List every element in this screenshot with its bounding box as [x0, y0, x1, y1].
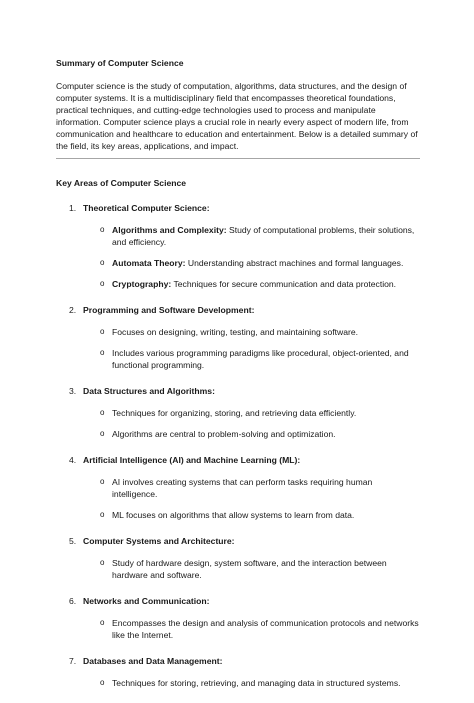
document-body: [56, 57, 420, 703]
area-item: [56, 595, 420, 641]
bullet-icon: o: [100, 477, 105, 486]
bullet-icon: o: [100, 429, 105, 438]
intro-paragraph: Computer science is the study of computation, algorithms, data structures, and the design of computer systems. It is a multidisciplinary field that encompasses theoretical foundations, practical techniques, and cutting-edge technologies used to process and manipulate information. Computer science plays a crucial role in nearly every aspect of modern life, from communication and healthcare to education and entertainment. Below is a detailed summary of the field, its key areas, applications, and impact.: [56, 81, 418, 151]
bullet-icon: o: [100, 510, 105, 519]
sub-item: [83, 509, 420, 521]
bullet-icon: o: [100, 618, 105, 627]
sub-item-text: Focuses on designing, writing, testing, and maintaining software.: [112, 327, 359, 337]
sub-item-text: Study of hardware design, system software, and the interaction between hardware and software.: [112, 558, 387, 580]
sub-item: [83, 677, 420, 689]
sub-item-text: Techniques for organizing, storing, and retrieving data efficiently.: [112, 408, 357, 418]
horizontal-rule: [56, 158, 420, 159]
area-item: [56, 454, 420, 521]
area-number: 3.: [69, 386, 77, 396]
sub-item-text: ML focuses on algorithms that allow systems to learn from data.: [112, 510, 355, 520]
area-item: [56, 655, 420, 689]
bullet-icon: o: [100, 279, 105, 288]
sub-item-list: [83, 677, 420, 689]
sub-item: [83, 557, 420, 581]
area-item: [56, 385, 420, 440]
key-areas-list: [56, 202, 420, 689]
sub-item-text: Understanding abstract machines and formal languages.: [185, 258, 404, 268]
sub-item: [83, 224, 420, 248]
area-number: 6.: [69, 596, 77, 606]
area-title: Artificial Intelligence (AI) and Machine Learning (ML):: [83, 455, 301, 465]
area-title: Programming and Software Development:: [83, 305, 255, 315]
area-number: 5.: [69, 536, 77, 546]
area-item: [56, 202, 420, 290]
sub-item-list: [83, 407, 420, 440]
sub-item-text: Includes various programming paradigms like procedural, object-oriented, and functional programming.: [112, 348, 409, 370]
area-title: Computer Systems and Architecture:: [83, 536, 235, 546]
bullet-icon: o: [100, 558, 105, 567]
sub-item: [83, 257, 420, 269]
bullet-icon: o: [100, 408, 105, 417]
sub-item-text: Study of computational problems, their solutions, and efficiency.: [112, 225, 415, 247]
sub-item-term: Automata Theory:: [112, 258, 186, 268]
bullet-icon: o: [100, 678, 105, 687]
sub-item: [83, 278, 420, 290]
area-item: [56, 304, 420, 371]
sub-item: [83, 428, 420, 440]
area-title: Theoretical Computer Science:: [83, 203, 210, 213]
area-number: 2.: [69, 305, 77, 315]
sub-item-text: Techniques for storing, retrieving, and managing data in structured systems.: [112, 678, 401, 688]
bullet-icon: o: [100, 258, 105, 267]
area-title: Databases and Data Management:: [83, 656, 223, 666]
sub-item: [83, 407, 420, 419]
sub-item-list: [83, 557, 420, 581]
sub-item: [83, 326, 420, 338]
sub-item-term: Cryptography:: [112, 279, 172, 289]
bullet-icon: o: [100, 225, 105, 234]
sub-item-text: Algorithms are central to problem-solving and optimization.: [112, 429, 336, 439]
sub-item-text: Techniques for secure communication and data protection.: [171, 279, 397, 289]
sub-item-term: Algorithms and Complexity:: [112, 225, 227, 235]
sub-item-text: AI involves creating systems that can perform tasks requiring human intelligence.: [112, 477, 373, 499]
sub-item-list: [83, 326, 420, 371]
sub-item-list: [83, 617, 420, 641]
area-number: 7.: [69, 656, 77, 666]
sub-item-text: Encompasses the design and analysis of communication protocols and networks like the Internet.: [112, 618, 419, 640]
bullet-icon: o: [100, 348, 105, 357]
sub-item: [83, 617, 420, 641]
section-title: Key Areas of Computer Science: [56, 178, 187, 188]
sub-item: [83, 347, 420, 371]
sub-item-list: [83, 476, 420, 521]
sub-item: [83, 476, 420, 500]
area-item: [56, 535, 420, 581]
bullet-icon: o: [100, 327, 105, 336]
area-number: 1.: [69, 203, 77, 213]
sub-item-list: [83, 224, 420, 290]
document-title: Summary of Computer Science: [56, 58, 184, 68]
area-title: Data Structures and Algorithms:: [83, 386, 215, 396]
area-number: 4.: [69, 455, 77, 465]
area-title: Networks and Communication:: [83, 596, 210, 606]
